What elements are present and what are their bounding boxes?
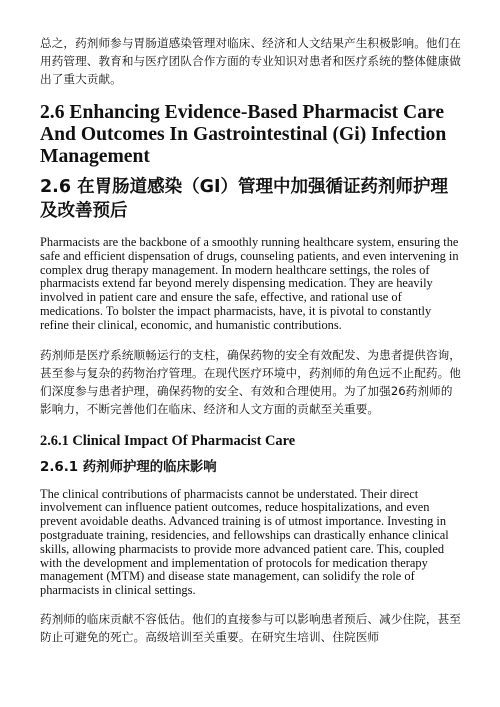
subsection-heading-en: 2.6.1 Clinical Impact Of Pharmacist Care: [40, 432, 296, 449]
section-paragraph-cn: 药剂师是医疗系统顺畅运行的支柱，确保药物的安全有效配发、为患者提供咨询，甚至参与复杂的药物治疗管理。在现代医疗环境中，药剂师的角色远不止配药。他们深度参与患者护理，确保药物的安全、有效和合理使用。为了加强26药剂师的影响力，不断完善他们在临床、经济和人文方面的贡献至关重要。: [40, 347, 461, 416]
section-heading-en: 2.6 Enhancing Evidence-Based Pharmacist Care And Outcomes In Gastrointestinal (Gi) Infection Management: [40, 102, 447, 167]
subsection-heading-cn: 2.6.1 药剂师护理的临床影响: [40, 459, 217, 475]
section-heading-cn: 2.6 在胃肠道感染（GI）管理中加强循证药剂师护理及改善预后: [40, 177, 448, 221]
intro-paragraph-cn: 总之，药剂师参与胃肠道感染管理对临床、经济和人文结果产生积极影响。他们在用药管理、教育和与医疗团队合作方面的专业知识对患者和医疗系统的整体健康做出了重大贡献。: [40, 36, 461, 86]
subsection-paragraph-en: The clinical contributions of pharmacists cannot be understated. Their direct involvement can influence patient outcomes, reduce hospitalizations, and even prevent avoidable deaths. Advanced training is of utmost importance. Investing in postgraduate training, residencies, and fellowships can drastically enhance clinical skills, allowing pharmacists to provide more advanced patient care. This, coupled with the development and implementation of protocols for medication therapy management (MTM) and disease state management, can solidify the role of pharmacists in clinical settings.: [40, 486, 449, 598]
subsection-paragraph-cn: 药剂师的临床贡献不容低估。他们的直接参与可以影响患者预后、减少住院，甚至防止可避免的死亡。高级培训至关重要。在研究生培训、住院医师: [40, 611, 461, 644]
section-paragraph-en: Pharmacists are the backbone of a smoothly running healthcare system, ensuring the safe and efficient dispensation of drugs, counseling patients, and even intervening in complex drug therapy management. In modern healthcare settings, the roles of pharmacists extend far beyond merely dispensing medication. They are heavily involved in patient care and ensure the safe, effective, and rational use of medications. To bolster the impact pharmacists, have, it is pivotal to constantly refine their clinical, economic, and humanistic contributions.: [40, 235, 459, 332]
document-page: [40, 34, 462, 646]
